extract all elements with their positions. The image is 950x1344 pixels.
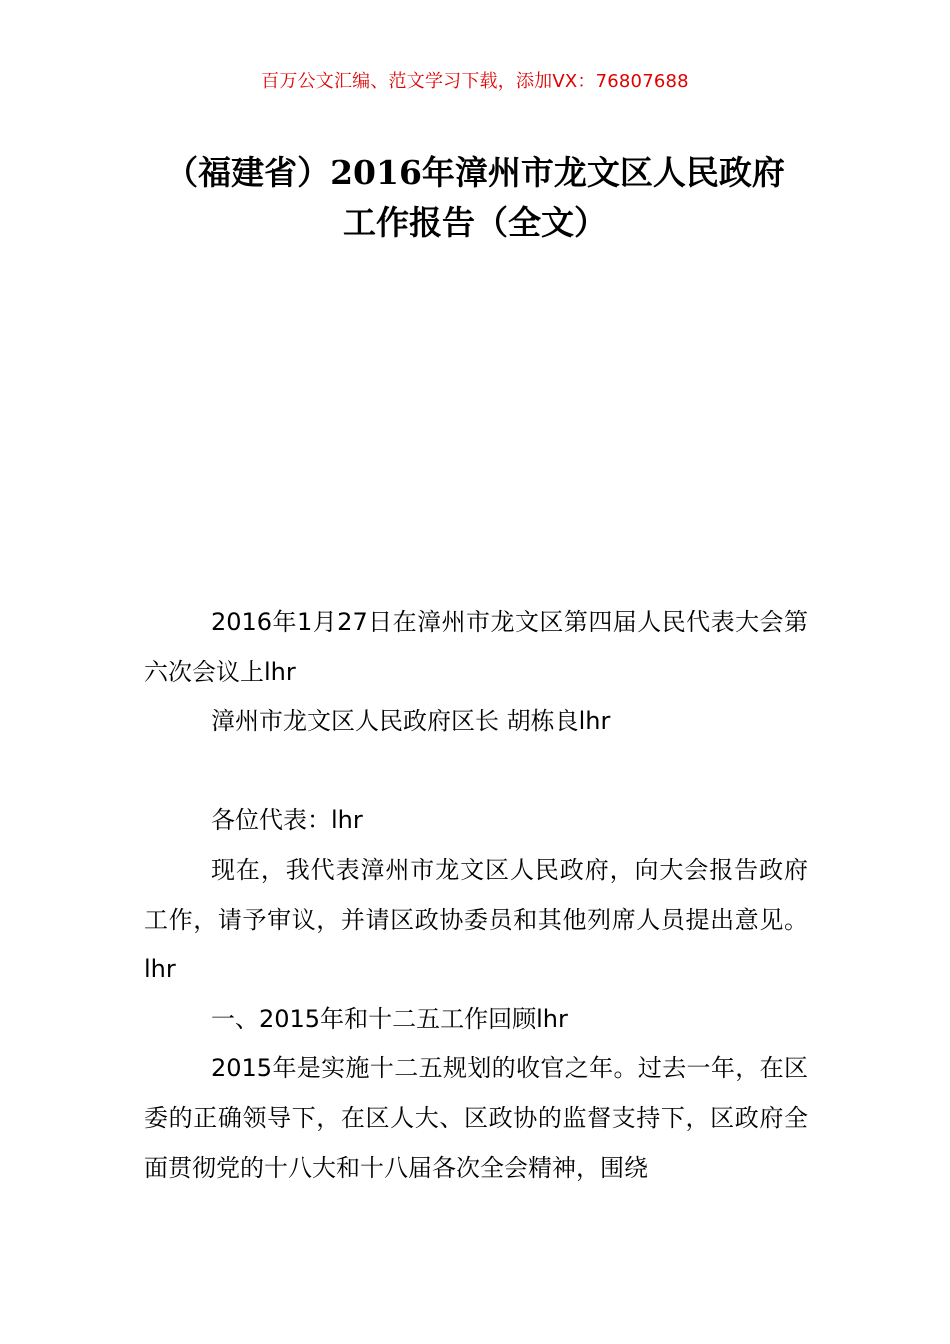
section-heading: 一、2015年和十二五工作回顾lhr	[211, 1004, 568, 1033]
document-body	[144, 598, 808, 1193]
title-line-1: （福建省）2016年漳州市龙文区人民政府	[165, 153, 785, 192]
document-title	[120, 148, 830, 248]
review-paragraph: 2015年是实施十二五规划的收官之年。过去一年，在区委的正确领导下，在区人大、区政协的监督支持下，区政府全面贯彻党的十八大和十八届各次全会精神，围绕	[144, 1054, 808, 1182]
speaker-paragraph: 漳州市龙文区人民政府区长 胡栋良lhr	[211, 707, 611, 736]
intro-paragraph: 现在，我代表漳州市龙文区人民政府，向大会报告政府工作，请予审议，并请区政协委员和其他列席人员提出意见。lhr	[144, 855, 808, 984]
promo-header: 百万公文汇编、范文学习下载，添加VX：76807688	[261, 71, 689, 92]
blank-line	[144, 747, 808, 797]
salutation-paragraph: 各位代表：lhr	[211, 806, 363, 835]
meeting-info-paragraph: 2016年1月27日在漳州市龙文区第四届人民代表大会第六次会议上lhr	[144, 608, 808, 686]
title-line-2: 工作报告（全文）	[343, 203, 607, 242]
